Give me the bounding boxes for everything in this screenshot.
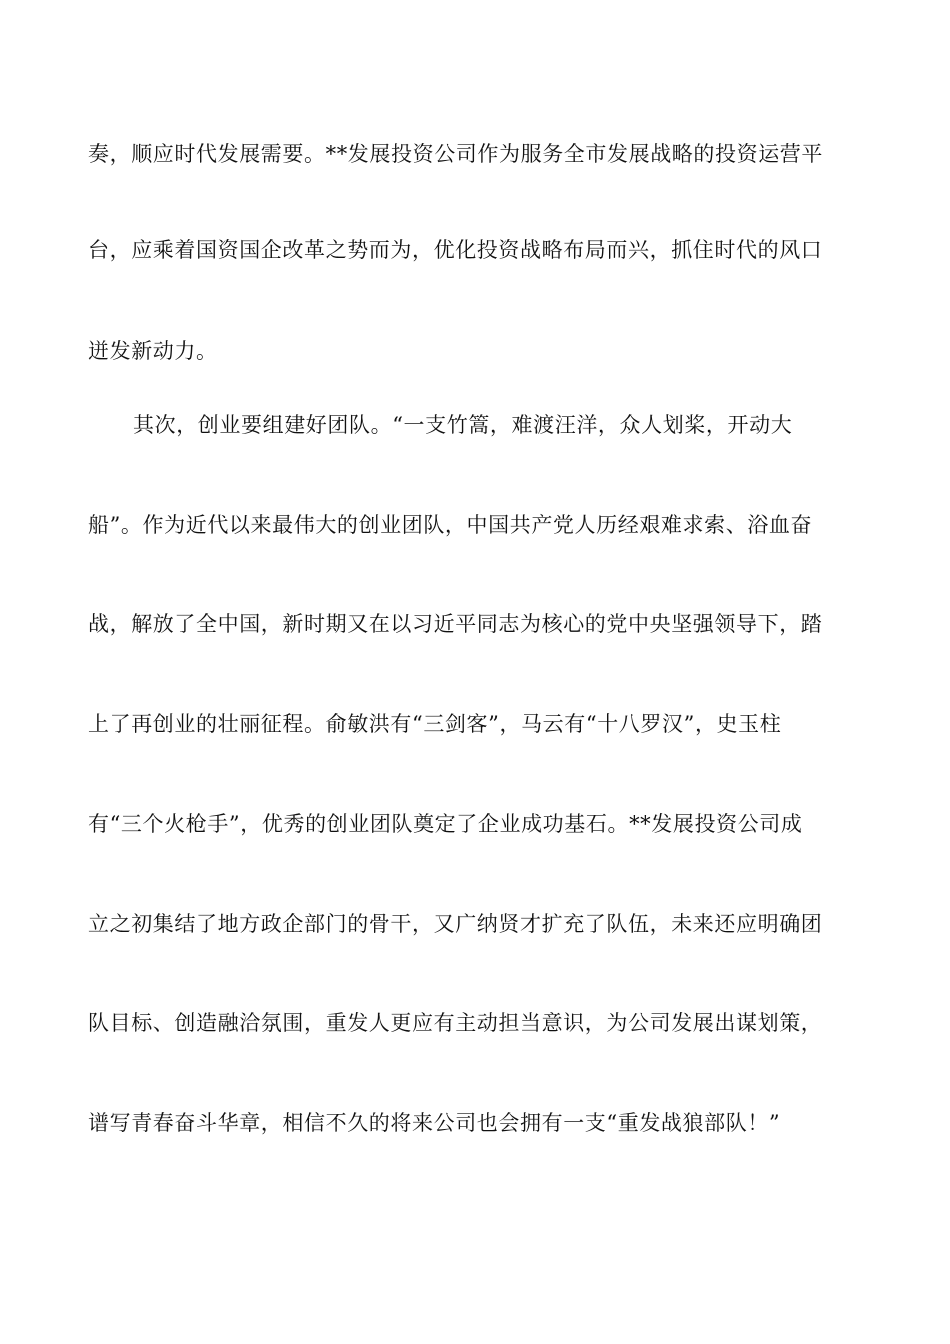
text-line: 船”。作为近代以来最伟大的创业团队，中国共产党人历经艰难求索、浴血奋 — [88, 513, 813, 537]
text-line: 队目标、创造融洽氛围，重发人更应有主动担当意识，为公司发展出谋划策， — [88, 1011, 823, 1035]
text-line: 战，解放了全中国，新时期又在以习近平同志为核心的党中央坚强领导下，踏 — [88, 612, 823, 636]
paragraph-first-line: 其次，创业要组建好团队。“一支竹篙，难渡汪洋，众人划桨，开动大 — [133, 413, 793, 437]
text-line: 立之初集结了地方政企部门的骨干，又广纳贤才扩充了队伍，未来还应明确团 — [88, 912, 823, 936]
text-line: 奏，顺应时代发展需要。**发展投资公司作为服务全市发展战略的投资运营平 — [88, 142, 823, 166]
text-line: 谱写青春奋斗华章，相信不久的将来公司也会拥有一支“重发战狼部队！” — [88, 1111, 781, 1135]
text-line: 有“三个火枪手”，优秀的创业团队奠定了企业成功基石。**发展投资公司成 — [88, 812, 803, 836]
text-line: 迸发新动力。 — [88, 339, 218, 363]
text-line: 上了再创业的壮丽征程。俞敏洪有“三剑客”，马云有“十八罗汉”，史玉柱 — [88, 712, 782, 736]
text-line: 台，应乘着国资国企改革之势而为，优化投资战略布局而兴，抓住时代的风口 — [88, 238, 823, 262]
